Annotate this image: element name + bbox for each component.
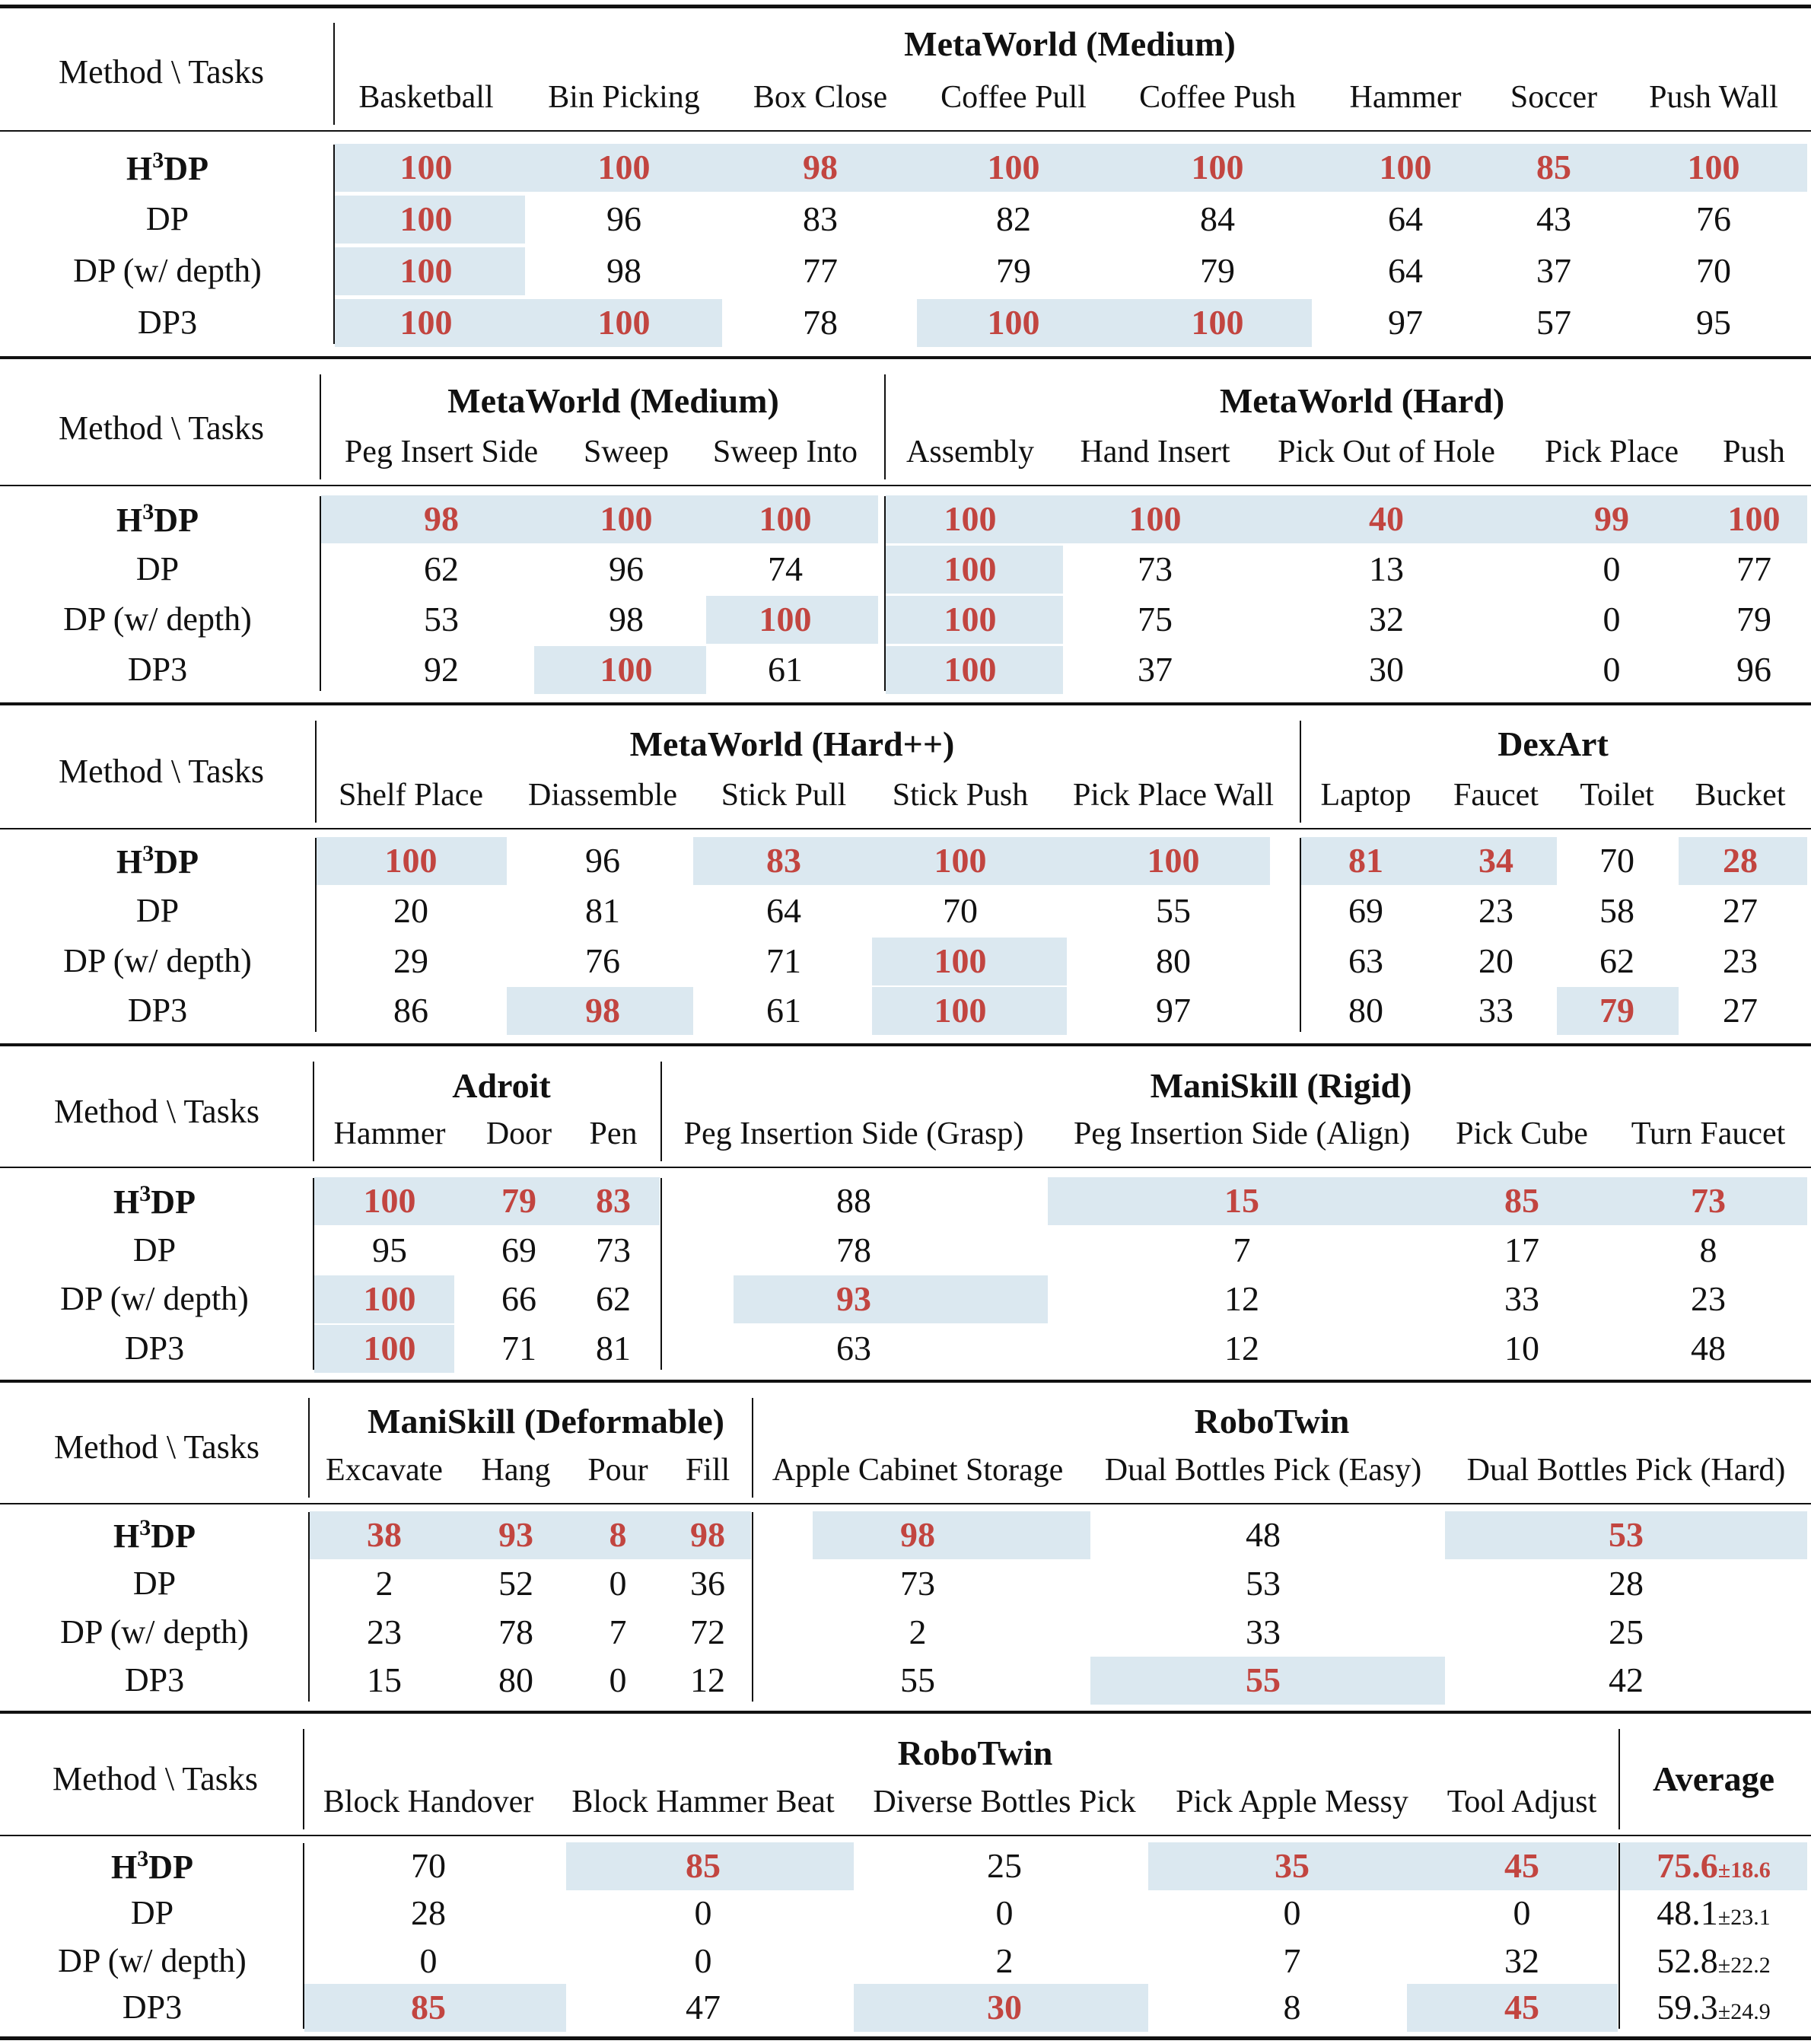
score-cell: 20 bbox=[1478, 941, 1513, 980]
score-cell: 23 bbox=[1723, 941, 1758, 980]
corner-label: Method \ Tasks bbox=[53, 1760, 258, 1797]
score-cell: 12 bbox=[1224, 1329, 1259, 1367]
score-cell: 47 bbox=[686, 1988, 721, 2026]
score-cell: 79 bbox=[501, 1181, 536, 1220]
score-cell: 43 bbox=[1536, 199, 1571, 238]
method-name-part: DP bbox=[148, 1848, 193, 1886]
task-header: Door bbox=[485, 1116, 552, 1151]
task-header: Faucet bbox=[1453, 778, 1539, 813]
task-header: Pick Apple Messy bbox=[1176, 1785, 1408, 1820]
task-header: Soccer bbox=[1510, 80, 1598, 115]
task-header: Pick Cube bbox=[1456, 1116, 1588, 1151]
column-separator bbox=[303, 1729, 304, 1829]
method-name: DP (w/ depth) bbox=[63, 942, 252, 979]
score-cell: 88 bbox=[836, 1181, 871, 1220]
group-title: MetaWorld (Medium) bbox=[904, 24, 1236, 63]
group-title: MetaWorld (Hard) bbox=[1219, 381, 1505, 420]
score-cell: 73 bbox=[1138, 549, 1173, 588]
score-cell: 100 bbox=[934, 991, 987, 1030]
score-cell: 81 bbox=[1348, 841, 1383, 880]
task-header: Block Hammer Beat bbox=[571, 1785, 835, 1820]
score-cell: 98 bbox=[609, 600, 644, 638]
score-cell: 85 bbox=[411, 1988, 446, 2026]
score-cell: 23 bbox=[1478, 891, 1513, 930]
score-cell: 70 bbox=[1599, 841, 1634, 880]
task-header: Dual Bottles Pick (Hard) bbox=[1466, 1453, 1786, 1488]
task-header: Stick Pull bbox=[721, 778, 847, 813]
average-cell bbox=[1657, 1941, 1771, 1980]
score-cell: 23 bbox=[1691, 1279, 1726, 1318]
score-cell: 30 bbox=[1369, 650, 1404, 689]
corner-label: Method \ Tasks bbox=[59, 409, 264, 447]
score-cell: 82 bbox=[996, 199, 1031, 238]
task-header: Box Close bbox=[753, 80, 888, 115]
score-cell: 71 bbox=[766, 941, 801, 980]
score-cell: 23 bbox=[367, 1613, 402, 1651]
method-name-part: H bbox=[126, 149, 153, 187]
score-cell: 100 bbox=[759, 600, 812, 638]
task-header: Pick Place bbox=[1544, 435, 1679, 470]
score-cell: 37 bbox=[1536, 251, 1571, 290]
header-rule bbox=[0, 1835, 1811, 1836]
score-cell: 2 bbox=[909, 1613, 927, 1651]
average-std: ±18.6 bbox=[1717, 1858, 1771, 1883]
score-cell: 32 bbox=[1369, 600, 1404, 638]
score-cell: 73 bbox=[1691, 1181, 1726, 1220]
score-cell: 74 bbox=[768, 549, 803, 588]
score-cell: 69 bbox=[1348, 891, 1383, 930]
task-header: Laptop bbox=[1320, 778, 1412, 813]
score-cell: 100 bbox=[987, 303, 1040, 342]
score-cell: 100 bbox=[1147, 841, 1200, 880]
score-cell: 58 bbox=[1599, 891, 1634, 930]
score-cell: 29 bbox=[393, 941, 428, 980]
score-cell: 78 bbox=[836, 1231, 871, 1269]
group-title: MetaWorld (Hard++) bbox=[629, 724, 955, 763]
score-cell: 100 bbox=[597, 148, 651, 186]
average-mean: 75.6 bbox=[1657, 1846, 1718, 1885]
score-cell: 100 bbox=[759, 499, 812, 538]
score-cell: 98 bbox=[803, 148, 838, 186]
average-std: ±23.1 bbox=[1717, 1905, 1771, 1930]
task-header: Shelf Place bbox=[338, 778, 484, 813]
average-header: Average bbox=[1652, 1759, 1775, 1798]
score-cell: 70 bbox=[1696, 251, 1731, 290]
score-cell: 96 bbox=[609, 549, 644, 588]
score-cell: 81 bbox=[596, 1329, 631, 1367]
method-name-part: H bbox=[113, 1183, 140, 1221]
score-cell: 0 bbox=[694, 1893, 712, 1932]
task-header: Bucket bbox=[1695, 778, 1786, 813]
score-cell: 100 bbox=[363, 1181, 416, 1220]
score-cell: 8 bbox=[1699, 1231, 1717, 1269]
task-header: Coffee Pull bbox=[941, 80, 1087, 115]
task-header: Coffee Push bbox=[1139, 80, 1296, 115]
task-header: Hammer bbox=[333, 1116, 446, 1151]
method-name: DP3 bbox=[137, 304, 198, 341]
score-cell: 100 bbox=[399, 303, 453, 342]
score-cell: 98 bbox=[424, 499, 459, 538]
task-header: Push Wall bbox=[1649, 80, 1778, 115]
score-cell: 63 bbox=[836, 1329, 871, 1367]
score-cell: 0 bbox=[1283, 1893, 1301, 1932]
method-name-part: H bbox=[116, 842, 143, 880]
method-name: DP bbox=[145, 200, 189, 237]
score-cell: 7 bbox=[1233, 1231, 1251, 1269]
score-cell: 85 bbox=[1504, 1181, 1539, 1220]
score-cell: 30 bbox=[987, 1988, 1022, 2026]
score-cell: 33 bbox=[1478, 991, 1513, 1030]
method-superscript: 3 bbox=[142, 841, 154, 867]
method-name: DP3 bbox=[124, 1661, 185, 1699]
score-cell: 0 bbox=[1603, 600, 1621, 638]
method-name: DP bbox=[132, 1565, 177, 1602]
score-cell: 66 bbox=[501, 1279, 536, 1318]
score-cell: 100 bbox=[944, 499, 997, 538]
score-cell: 98 bbox=[690, 1515, 725, 1554]
method-name: DP3 bbox=[122, 1988, 183, 2026]
score-cell: 100 bbox=[384, 841, 438, 880]
task-header: Pen bbox=[589, 1116, 638, 1151]
score-cell: 52 bbox=[498, 1564, 533, 1603]
task-header: Hand Insert bbox=[1080, 435, 1230, 470]
average-mean: 59.3 bbox=[1657, 1988, 1718, 2026]
score-cell: 100 bbox=[944, 650, 997, 689]
score-cell: 100 bbox=[399, 251, 453, 290]
score-cell: 96 bbox=[585, 841, 620, 880]
score-cell: 100 bbox=[1727, 499, 1781, 538]
task-header: Pour bbox=[587, 1453, 648, 1488]
score-cell: 85 bbox=[1536, 148, 1571, 186]
score-cell: 79 bbox=[996, 251, 1031, 290]
score-cell: 0 bbox=[609, 1564, 627, 1603]
score-cell: 78 bbox=[498, 1613, 533, 1651]
score-cell: 53 bbox=[1609, 1515, 1644, 1554]
score-cell: 100 bbox=[944, 600, 997, 638]
score-cell: 96 bbox=[606, 199, 641, 238]
score-cell: 80 bbox=[1348, 991, 1383, 1030]
method-name: DP (w/ depth) bbox=[58, 1942, 247, 1979]
task-header: Pick Out of Hole bbox=[1278, 435, 1495, 470]
method-name: DP3 bbox=[127, 651, 188, 688]
task-header: Stick Push bbox=[892, 778, 1029, 813]
score-cell: 69 bbox=[501, 1231, 536, 1269]
score-cell: 57 bbox=[1536, 303, 1571, 342]
corner-label: Method \ Tasks bbox=[59, 53, 264, 91]
score-cell: 100 bbox=[944, 549, 997, 588]
score-cell: 32 bbox=[1504, 1941, 1539, 1980]
task-header: Sweep Into bbox=[712, 435, 858, 470]
score-cell: 83 bbox=[596, 1181, 631, 1220]
score-cell: 27 bbox=[1723, 891, 1758, 930]
task-header: Apple Cabinet Storage bbox=[772, 1453, 1064, 1488]
score-cell: 0 bbox=[1603, 549, 1621, 588]
task-header: Bin Picking bbox=[548, 80, 700, 115]
score-cell: 33 bbox=[1246, 1613, 1281, 1651]
task-header: Block Handover bbox=[323, 1785, 534, 1820]
average-cell bbox=[1657, 1990, 1770, 2025]
score-cell: 95 bbox=[372, 1231, 407, 1269]
method-name-part: DP bbox=[154, 842, 199, 880]
score-cell: 100 bbox=[987, 148, 1040, 186]
task-header: Turn Faucet bbox=[1631, 1116, 1786, 1151]
corner-label: Method \ Tasks bbox=[54, 1092, 259, 1130]
score-cell: 38 bbox=[367, 1515, 402, 1554]
score-cell: 2 bbox=[995, 1941, 1014, 1980]
score-cell: 98 bbox=[900, 1515, 935, 1554]
score-cell: 45 bbox=[1504, 1846, 1539, 1885]
method-name: DP (w/ depth) bbox=[60, 1280, 249, 1317]
average-cell bbox=[1657, 1848, 1770, 1883]
method-name: DP bbox=[135, 550, 180, 587]
average-std: ±22.2 bbox=[1717, 1953, 1771, 1978]
score-cell: 0 bbox=[995, 1893, 1014, 1932]
score-cell: 80 bbox=[498, 1660, 533, 1699]
task-header: Sweep bbox=[584, 435, 669, 470]
task-header: Diassemble bbox=[528, 778, 677, 813]
average-mean: 48.1 bbox=[1657, 1893, 1718, 1932]
score-cell: 12 bbox=[690, 1660, 725, 1699]
score-cell: 64 bbox=[766, 891, 801, 930]
group-title: Adroit bbox=[452, 1066, 551, 1105]
method-superscript: 3 bbox=[139, 1515, 151, 1541]
method-name-part: H bbox=[113, 1517, 140, 1555]
score-cell: 100 bbox=[399, 148, 453, 186]
score-cell: 8 bbox=[1283, 1988, 1301, 2026]
score-cell: 100 bbox=[399, 199, 453, 238]
score-cell: 2 bbox=[375, 1564, 393, 1603]
score-cell: 86 bbox=[393, 991, 428, 1030]
score-cell: 97 bbox=[1388, 303, 1423, 342]
score-cell: 81 bbox=[585, 891, 620, 930]
score-cell: 100 bbox=[363, 1279, 416, 1318]
score-cell: 7 bbox=[1283, 1941, 1301, 1980]
task-header: Dual Bottles Pick (Easy) bbox=[1104, 1453, 1422, 1488]
score-cell: 97 bbox=[1156, 991, 1191, 1030]
score-cell: 33 bbox=[1504, 1279, 1539, 1318]
score-cell: 28 bbox=[1609, 1564, 1644, 1603]
score-cell: 28 bbox=[1723, 841, 1758, 880]
task-header: Hammer bbox=[1349, 80, 1462, 115]
score-cell: 71 bbox=[501, 1329, 536, 1367]
column-separator bbox=[303, 1843, 304, 2029]
score-cell: 42 bbox=[1609, 1660, 1644, 1699]
group-title: DexArt bbox=[1497, 724, 1609, 763]
task-header: Hang bbox=[481, 1453, 551, 1488]
score-cell: 76 bbox=[1696, 199, 1731, 238]
score-cell: 79 bbox=[1599, 991, 1634, 1030]
method-name-part: H bbox=[111, 1848, 138, 1886]
task-header: Basketball bbox=[358, 80, 494, 115]
method-name: DP bbox=[132, 1231, 177, 1269]
method-name-part: DP bbox=[151, 1183, 196, 1221]
method-name-part: DP bbox=[154, 501, 199, 539]
score-cell: 62 bbox=[424, 549, 459, 588]
score-cell: 77 bbox=[803, 251, 838, 290]
corner-label: Method \ Tasks bbox=[59, 752, 264, 790]
score-cell: 100 bbox=[1128, 499, 1182, 538]
score-cell: 96 bbox=[1736, 650, 1771, 689]
score-cell: 27 bbox=[1723, 991, 1758, 1030]
score-cell: 85 bbox=[686, 1846, 721, 1885]
task-header: Assembly bbox=[906, 435, 1034, 470]
corner-label: Method \ Tasks bbox=[54, 1428, 259, 1466]
score-cell: 77 bbox=[1736, 549, 1771, 588]
score-cell: 100 bbox=[1191, 148, 1244, 186]
method-superscript: 3 bbox=[139, 1181, 151, 1207]
score-cell: 80 bbox=[1156, 941, 1191, 980]
score-cell: 70 bbox=[411, 1846, 446, 1885]
score-cell: 0 bbox=[1603, 650, 1621, 689]
score-cell: 37 bbox=[1138, 650, 1173, 689]
score-cell: 100 bbox=[363, 1329, 416, 1367]
score-cell: 0 bbox=[419, 1941, 438, 1980]
group-title: RoboTwin bbox=[1194, 1402, 1350, 1441]
column-separator bbox=[1618, 1843, 1620, 2029]
score-cell: 75 bbox=[1138, 600, 1173, 638]
score-cell: 0 bbox=[609, 1660, 627, 1699]
score-cell: 100 bbox=[1687, 148, 1740, 186]
score-cell: 73 bbox=[900, 1564, 935, 1603]
average-mean: 52.8 bbox=[1657, 1941, 1718, 1980]
score-cell: 25 bbox=[987, 1846, 1022, 1885]
score-cell: 100 bbox=[1191, 303, 1244, 342]
score-cell: 61 bbox=[766, 991, 801, 1030]
group-title: ManiSkill (Deformable) bbox=[368, 1402, 724, 1441]
task-header: Peg Insertion Side (Grasp) bbox=[683, 1116, 1024, 1151]
task-header: Excavate bbox=[326, 1453, 443, 1488]
task-header: Diverse Bottles Pick bbox=[873, 1785, 1136, 1820]
score-cell: 100 bbox=[597, 303, 651, 342]
score-cell: 100 bbox=[600, 499, 653, 538]
score-cell: 48 bbox=[1691, 1329, 1726, 1367]
method-name: DP3 bbox=[127, 992, 188, 1029]
score-cell: 83 bbox=[803, 199, 838, 238]
score-cell: 55 bbox=[1246, 1660, 1281, 1699]
score-cell: 28 bbox=[411, 1893, 446, 1932]
task-header: Toilet bbox=[1580, 778, 1654, 813]
score-cell: 98 bbox=[606, 251, 641, 290]
score-cell: 64 bbox=[1388, 251, 1423, 290]
score-cell: 15 bbox=[1224, 1181, 1259, 1220]
score-cell: 84 bbox=[1200, 199, 1235, 238]
method-name: DP bbox=[130, 1894, 174, 1931]
task-header: Tool Adjust bbox=[1447, 1785, 1597, 1820]
score-cell: 100 bbox=[934, 841, 987, 880]
score-cell: 55 bbox=[1156, 891, 1191, 930]
score-cell: 95 bbox=[1696, 303, 1731, 342]
score-cell: 20 bbox=[393, 891, 428, 930]
score-cell: 62 bbox=[1599, 941, 1634, 980]
score-cell: 92 bbox=[424, 650, 459, 689]
task-header: Pick Place Wall bbox=[1072, 778, 1275, 813]
score-cell: 53 bbox=[424, 600, 459, 638]
score-cell: 53 bbox=[1246, 1564, 1281, 1603]
method-name: DP3 bbox=[124, 1329, 185, 1367]
score-cell: 17 bbox=[1504, 1231, 1539, 1269]
group-title: MetaWorld (Medium) bbox=[447, 381, 779, 420]
method-name-part: DP bbox=[164, 149, 208, 187]
score-cell: 0 bbox=[694, 1941, 712, 1980]
score-cell: 25 bbox=[1609, 1613, 1644, 1651]
score-cell: 61 bbox=[768, 650, 803, 689]
method-name: DP (w/ depth) bbox=[60, 1613, 249, 1651]
score-cell: 78 bbox=[803, 303, 838, 342]
task-header: Fill bbox=[685, 1453, 730, 1488]
method-name: DP (w/ depth) bbox=[73, 252, 262, 289]
score-cell: 45 bbox=[1504, 1988, 1539, 2026]
group-title: RoboTwin bbox=[897, 1734, 1053, 1772]
score-cell: 72 bbox=[690, 1613, 725, 1651]
score-cell: 64 bbox=[1388, 199, 1423, 238]
average-std: ±24.9 bbox=[1717, 1999, 1771, 2024]
score-cell: 73 bbox=[596, 1231, 631, 1269]
bottom-rule bbox=[0, 2036, 1811, 2040]
score-cell: 0 bbox=[1513, 1893, 1531, 1932]
score-cell: 35 bbox=[1275, 1846, 1310, 1885]
score-cell: 99 bbox=[1594, 499, 1629, 538]
task-header: Push bbox=[1723, 435, 1785, 470]
score-cell: 12 bbox=[1224, 1279, 1259, 1318]
method-name: DP bbox=[135, 892, 180, 929]
score-cell: 13 bbox=[1369, 549, 1404, 588]
score-cell: 93 bbox=[836, 1279, 871, 1318]
score-cell: 55 bbox=[900, 1660, 935, 1699]
method-superscript: 3 bbox=[152, 148, 164, 174]
score-cell: 34 bbox=[1478, 841, 1513, 880]
score-cell: 15 bbox=[367, 1660, 402, 1699]
score-cell: 36 bbox=[690, 1564, 725, 1603]
method-superscript: 3 bbox=[137, 1846, 149, 1872]
score-cell: 8 bbox=[609, 1515, 627, 1554]
method-name: DP (w/ depth) bbox=[63, 600, 252, 638]
score-cell: 100 bbox=[600, 650, 653, 689]
score-cell: 100 bbox=[934, 941, 987, 980]
score-cell: 83 bbox=[766, 841, 801, 880]
score-cell: 98 bbox=[585, 991, 620, 1030]
task-header: Peg Insert Side bbox=[344, 435, 539, 470]
score-cell: 76 bbox=[585, 941, 620, 980]
average-cell bbox=[1657, 1893, 1771, 1932]
score-cell: 62 bbox=[596, 1279, 631, 1318]
score-cell: 100 bbox=[1379, 148, 1432, 186]
column-separator bbox=[1618, 1729, 1620, 1829]
score-cell: 63 bbox=[1348, 941, 1383, 980]
group-title: ManiSkill (Rigid) bbox=[1150, 1066, 1412, 1105]
method-name-part: DP bbox=[151, 1517, 196, 1555]
score-cell: 79 bbox=[1736, 600, 1771, 638]
method-name-part: H bbox=[116, 501, 143, 539]
score-cell: 79 bbox=[1200, 251, 1235, 290]
score-cell: 40 bbox=[1369, 499, 1404, 538]
score-cell: 70 bbox=[943, 891, 978, 930]
score-cell: 10 bbox=[1504, 1329, 1539, 1367]
method-name bbox=[111, 1848, 193, 1884]
top-rule bbox=[0, 1711, 1811, 1714]
score-cell: 7 bbox=[609, 1613, 627, 1651]
task-header: Peg Insertion Side (Align) bbox=[1073, 1116, 1411, 1151]
method-superscript: 3 bbox=[142, 499, 154, 525]
score-cell: 48 bbox=[1246, 1515, 1281, 1554]
score-cell: 93 bbox=[498, 1515, 533, 1554]
